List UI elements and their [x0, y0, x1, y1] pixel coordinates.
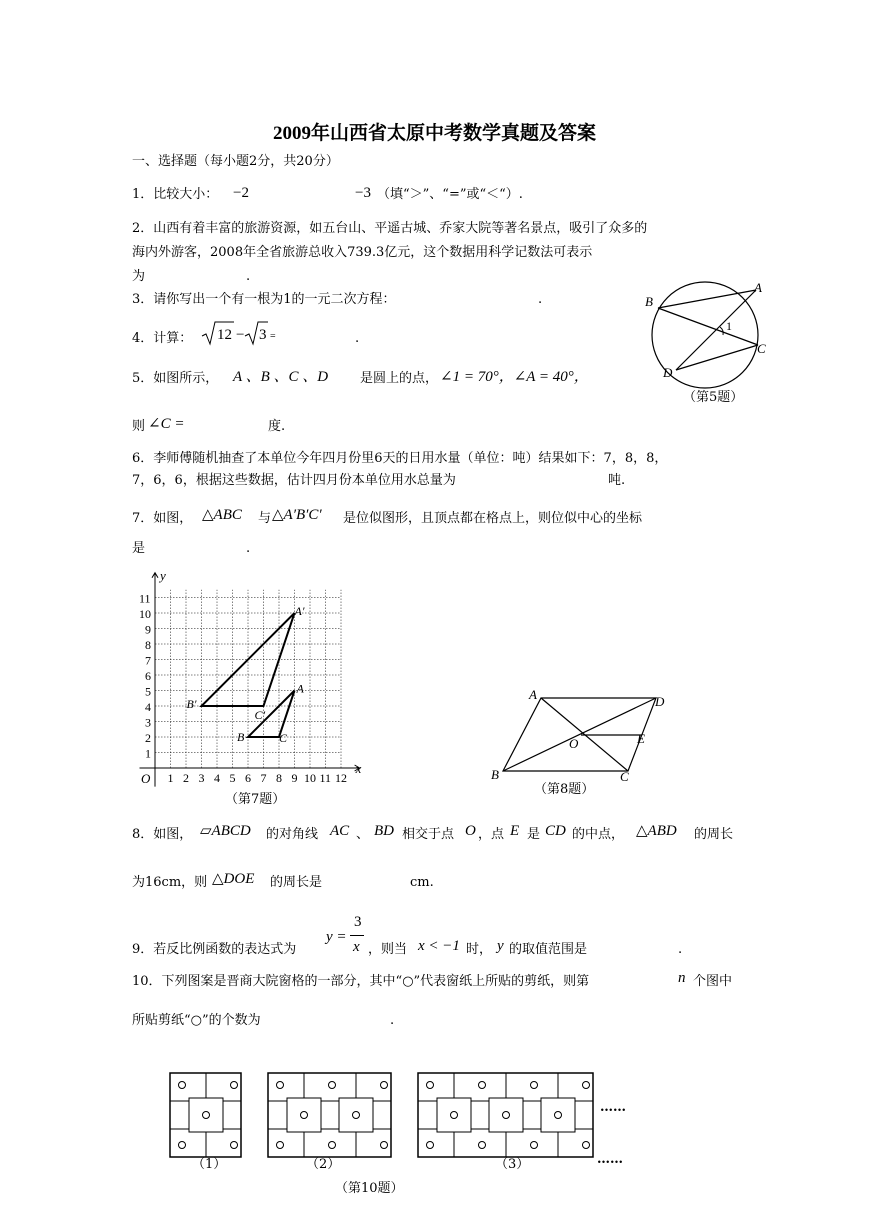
paper-cut-circle — [231, 1082, 238, 1089]
figure-10-windows — [160, 1065, 640, 1175]
x-tick-label: 6 — [245, 771, 251, 785]
paper-cut-circle — [427, 1142, 434, 1149]
paper-cut-circle — [479, 1142, 486, 1149]
window-square — [437, 1098, 471, 1132]
q8-e: E — [510, 823, 520, 839]
q8-o: O — [465, 823, 476, 839]
paper-cut-circle — [583, 1142, 590, 1149]
q1-suffix: （填“＞”、“=”或“＜“）. — [377, 187, 523, 202]
fig10-sub-2: （2） — [306, 1157, 341, 1172]
window-square — [189, 1098, 223, 1132]
fig10-dots: …… — [600, 1100, 626, 1115]
fig8-label-a: A — [529, 687, 537, 702]
x-tick-label: 9 — [291, 771, 298, 785]
y-tick-label: 1 — [145, 746, 151, 761]
fig5-label-d: D — [663, 365, 673, 380]
q4-equals: = — [270, 331, 276, 342]
origin-label: O — [141, 771, 151, 786]
paper-cut-circle — [277, 1142, 284, 1149]
q2-end: . — [246, 269, 251, 284]
fig5-angle-1: 1 — [726, 319, 732, 333]
page-title: 2009年山西省太原中考数学真题及答案 — [272, 123, 596, 144]
q8-t1: 的对角线 — [266, 827, 319, 842]
window-pattern-1 — [170, 1073, 241, 1157]
fig8-label-o: O — [569, 736, 579, 751]
y-tick-label: 10 — [139, 607, 151, 621]
fig8-label-d: D — [655, 694, 665, 709]
y-tick-label: 2 — [145, 731, 151, 745]
q6-end: 吨. — [608, 473, 626, 488]
q4-minus: − — [236, 327, 245, 343]
x-tick-label: 8 — [276, 771, 282, 785]
paper-cut-circle — [381, 1082, 388, 1089]
q2-line1: 2．山西有着丰富的旅游资源，如五台山、平遥古城、乔家大院等著名景点，吸引了众多的 — [132, 221, 648, 236]
y-tick-label: 7 — [145, 653, 151, 668]
fig8-label-b: B — [491, 767, 499, 782]
q5-text: 是圆上的点， — [360, 371, 439, 386]
fig5-label-c: C — [757, 341, 766, 356]
fig10-sub-1: （1） — [192, 1157, 227, 1172]
point-label: C′ — [254, 708, 266, 722]
fig7-caption: （第7题） — [225, 792, 286, 807]
point-label: A — [296, 681, 304, 696]
window-square — [541, 1098, 575, 1132]
q1-value-b: −3 — [355, 185, 371, 201]
x-tick-label: 5 — [229, 771, 236, 785]
window-pattern-2 — [268, 1073, 391, 1157]
fig5-caption: （第5题） — [683, 390, 744, 405]
q10-line1a: 10．下列图案是晋商大院窗格的一部分，其中“○”代表窗纸上所贴的剪纸，则第 — [132, 974, 590, 989]
q6-line2: 7，6，6，根据这些数据，估计四月份本单位用水总量为 — [132, 473, 456, 488]
paper-cut-circle — [277, 1082, 284, 1089]
paper-cut-circle — [531, 1082, 538, 1089]
x-tick-label: 3 — [198, 771, 205, 785]
q10-n: n — [678, 970, 686, 986]
point-label: C — [279, 731, 288, 745]
y-tick-label: 11 — [139, 591, 151, 606]
x-tick-label: 10 — [304, 771, 316, 785]
y-tick-label: 4 — [145, 700, 151, 714]
q8-t3: ，点 — [478, 827, 505, 842]
q7-tri2: △A′B′C′ — [272, 507, 322, 523]
paper-cut-circle — [479, 1082, 486, 1089]
window-square — [339, 1098, 373, 1132]
q8-doe: △DOE — [212, 871, 255, 887]
q7-line2: 是 — [132, 541, 146, 556]
fig10-sub-3: （3） — [495, 1157, 530, 1172]
q7-tri1: △ABC — [202, 507, 242, 523]
q5-prefix: 5．如图所示， — [132, 371, 219, 386]
q7-suffix: 是位似图形，且顶点都在格点上，则位似中心的坐标 — [343, 511, 643, 526]
fig5-label-b: B — [645, 294, 653, 309]
q4-prefix: 4．计算： — [132, 331, 193, 346]
q10-line1b: 个图中 — [693, 974, 733, 989]
q8-unit: cm. — [410, 875, 434, 890]
q4-radicand-b: 3 — [259, 327, 267, 343]
q6-line1: 6．李师傅随机抽查了本单位今年四月份里6天的日用水量（单位：吨）结果如下：7，8，8， — [132, 451, 668, 466]
fig8-label-c: C — [620, 769, 629, 784]
q8-abd: △ABD — [636, 823, 677, 839]
q1-value-a: −2 — [233, 185, 249, 201]
q9-end: . — [678, 942, 683, 957]
q7-prefix: 7．如图， — [132, 511, 193, 526]
q8-line2: 为16cm，则 — [132, 875, 208, 890]
q8-prefix: 8．如图， — [132, 827, 193, 842]
window-pattern-3 — [418, 1073, 593, 1157]
paper-cut-circle — [231, 1142, 238, 1149]
y-tick-label: 3 — [145, 715, 151, 730]
q8-bd: BD — [374, 823, 394, 839]
q5-angles: ∠1 = 70°，∠A = 40°， — [440, 369, 589, 385]
section-heading: 一、选择题（每小题2分，共20分） — [132, 154, 339, 169]
paper-cut-circle — [427, 1082, 434, 1089]
paper-cut-circle — [329, 1142, 336, 1149]
q10-end: . — [390, 1013, 395, 1028]
q10-line2: 所贴剪纸“○”的个数为 — [132, 1013, 261, 1028]
q2-line3: 为 — [132, 269, 146, 284]
q9-y: y = — [326, 929, 347, 945]
q9-fraction-bar — [350, 935, 364, 936]
q9-prefix: 9．若反比例函数的表达式为 — [132, 942, 297, 957]
q8-t5: 的中点， — [572, 827, 625, 842]
paper-cut-circle — [329, 1082, 336, 1089]
y-tick-label: 8 — [145, 638, 151, 652]
q2-line2: 海内外游客，2008年全省旅游总收入739.3亿元，这个数据用科学记数法可表示 — [132, 245, 593, 260]
x-tick-label: 2 — [183, 771, 189, 785]
point-label: B — [237, 730, 245, 744]
q5-line2: 则 — [132, 419, 146, 434]
q3-text: 3．请你写出一个有一根为1的一元二次方程： — [132, 292, 396, 307]
q9-condition: x < −1 — [418, 938, 460, 954]
paper-cut-circle — [583, 1082, 590, 1089]
paper-cut-circle — [381, 1142, 388, 1149]
fig5-label-a: A — [754, 280, 762, 295]
q5-points: A 、B 、C 、D — [233, 369, 329, 385]
q3-end: . — [538, 292, 543, 307]
q8-cd: CD — [545, 823, 566, 839]
fig8-label-e: E — [637, 731, 645, 746]
fig10-dots-2: …… — [597, 1152, 623, 1167]
x-tick-label: 4 — [214, 771, 220, 785]
fig8-caption: （第8题） — [534, 782, 595, 797]
q8-t2: 相交于点 — [402, 827, 455, 842]
figure-7-grid — [125, 560, 385, 795]
q8-t6: 的周长 — [694, 827, 734, 842]
paper-cut-circle — [531, 1142, 538, 1149]
q8-t4: 是 — [527, 827, 541, 842]
q5-end: 度. — [268, 419, 286, 434]
q9-numerator: 3 — [354, 914, 362, 930]
window-square — [287, 1098, 321, 1132]
window-square — [489, 1098, 523, 1132]
paper-cut-circle — [179, 1082, 186, 1089]
x-tick-label: 12 — [335, 771, 347, 785]
x-tick-label: 7 — [260, 771, 267, 785]
x-tick-label: 11 — [319, 771, 332, 785]
q8-line2b: 的周长是 — [270, 875, 323, 890]
x-axis-label: x — [355, 761, 362, 776]
point-label: A′ — [294, 604, 305, 618]
q9-yv: y — [497, 938, 504, 954]
q8-sep: 、 — [356, 827, 370, 842]
y-tick-label: 5 — [145, 684, 151, 699]
q8-parallelogram: ▱ABCD — [200, 823, 251, 839]
figure-8-parallelogram — [485, 685, 675, 785]
q4-end: . — [355, 331, 360, 346]
y-tick-label: 6 — [145, 669, 151, 683]
q1-prefix: 1．比较大小： — [132, 187, 219, 202]
q4-expression — [200, 318, 280, 348]
paper-cut-circle — [179, 1142, 186, 1149]
x-tick-label: 1 — [167, 771, 174, 785]
q9-t3: 的取值范围是 — [509, 942, 588, 957]
q9-t2: 时， — [466, 942, 493, 957]
fig10-caption: （第10题） — [335, 1181, 404, 1196]
q7-end: . — [246, 541, 251, 556]
y-tick-label: 9 — [145, 622, 151, 637]
q7-mid: 与 — [258, 511, 272, 526]
q5-angle-c: ∠C = — [148, 416, 185, 432]
q9-denominator: x — [353, 939, 360, 955]
y-axis-label: y — [160, 567, 166, 583]
q4-radicand-a: 12 — [217, 327, 232, 343]
point-label: B′ — [186, 697, 197, 711]
q8-ac: AC — [330, 823, 350, 839]
q9-t1: ，则当 — [368, 942, 408, 957]
